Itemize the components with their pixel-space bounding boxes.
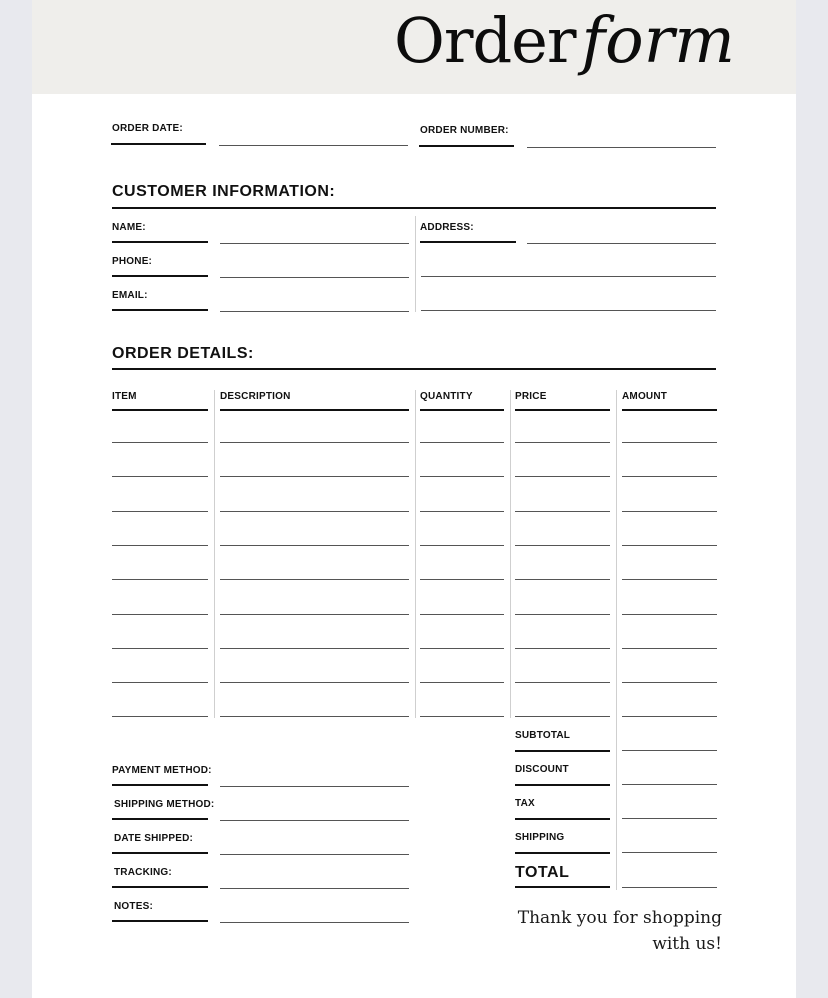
table-row-4-price-field[interactable]: [515, 545, 610, 546]
notes-field[interactable]: [220, 922, 409, 923]
shipping-method-label: SHIPPING METHOD:: [114, 799, 215, 810]
table-row-1-quantity-field[interactable]: [420, 442, 504, 443]
table-row-1-amount-field[interactable]: [622, 442, 717, 443]
table-row-6-description-field[interactable]: [220, 614, 409, 615]
title-script: form: [581, 4, 735, 78]
subtotal-field[interactable]: [622, 750, 717, 751]
quantity-header-rule: [420, 409, 504, 411]
table-row-8-item-field[interactable]: [112, 682, 208, 683]
address-label-underline: [420, 241, 516, 243]
order-form-page: [32, 0, 796, 998]
payment-method-label: PAYMENT METHOD:: [112, 765, 212, 776]
table-row-9-price-field[interactable]: [515, 716, 610, 717]
table-row-3-item-field[interactable]: [112, 511, 208, 512]
payment-method-underline: [112, 784, 208, 786]
tracking-field[interactable]: [220, 888, 409, 889]
order-number-label-underline: [419, 145, 514, 147]
table-row-8-price-field[interactable]: [515, 682, 610, 683]
address-field-line-1[interactable]: [527, 243, 716, 244]
tax-field[interactable]: [622, 818, 717, 819]
table-row-1-price-field[interactable]: [515, 442, 610, 443]
price-header-rule: [515, 409, 610, 411]
table-row-1-description-field[interactable]: [220, 442, 409, 443]
table-row-7-description-field[interactable]: [220, 648, 409, 649]
date-shipped-label: DATE SHIPPED:: [114, 833, 194, 844]
date-shipped-underline: [112, 852, 208, 854]
payment-method-field[interactable]: [220, 786, 409, 787]
table-row-3-quantity-field[interactable]: [420, 511, 504, 512]
discount-label: DISCOUNT: [515, 764, 569, 775]
table-row-6-quantity-field[interactable]: [420, 614, 504, 615]
table-row-2-amount-field[interactable]: [622, 476, 717, 477]
phone-label-underline: [112, 275, 208, 277]
table-row-5-amount-field[interactable]: [622, 579, 717, 580]
customer-info-heading: CUSTOMER INFORMATION:: [112, 183, 336, 200]
table-row-7-item-field[interactable]: [112, 648, 208, 649]
table-row-7-amount-field[interactable]: [622, 648, 717, 649]
discount-underline: [515, 784, 610, 786]
email-field[interactable]: [220, 311, 409, 312]
table-row-4-item-field[interactable]: [112, 545, 208, 546]
table-row-9-amount-field[interactable]: [622, 716, 717, 717]
column-header-quantity: QUANTITY: [420, 391, 473, 402]
table-row-3-description-field[interactable]: [220, 511, 409, 512]
tracking-underline: [112, 886, 208, 888]
table-divider-1: [214, 390, 215, 718]
table-row-6-amount-field[interactable]: [622, 614, 717, 615]
table-row-6-price-field[interactable]: [515, 614, 610, 615]
email-label-underline: [112, 309, 208, 311]
column-header-amount: AMOUNT: [622, 391, 668, 402]
page-title: [394, 4, 735, 78]
order-details-heading-rule: [112, 368, 716, 370]
table-row-3-price-field[interactable]: [515, 511, 610, 512]
email-label: EMAIL:: [112, 290, 148, 301]
address-field-line-3[interactable]: [421, 310, 716, 311]
table-row-5-item-field[interactable]: [112, 579, 208, 580]
table-row-7-quantity-field[interactable]: [420, 648, 504, 649]
total-underline: [515, 886, 610, 888]
table-row-9-item-field[interactable]: [112, 716, 208, 717]
table-row-4-description-field[interactable]: [220, 545, 409, 546]
shipping-underline: [515, 852, 610, 854]
order-date-field[interactable]: [219, 145, 408, 146]
thank-you-message: Thank you for shopping with us!: [517, 908, 722, 954]
table-divider-3: [510, 390, 511, 718]
shipping-label: SHIPPING: [515, 832, 565, 843]
table-row-9-description-field[interactable]: [220, 716, 409, 717]
name-field[interactable]: [220, 243, 409, 244]
table-row-5-description-field[interactable]: [220, 579, 409, 580]
table-row-8-amount-field[interactable]: [622, 682, 717, 683]
order-number-label: ORDER NUMBER:: [420, 125, 509, 136]
table-row-3-amount-field[interactable]: [622, 511, 717, 512]
phone-label: PHONE:: [112, 256, 153, 267]
order-details-heading: ORDER DETAILS:: [112, 345, 254, 362]
title-main: Order: [394, 4, 576, 77]
tax-label: TAX: [515, 798, 535, 809]
table-row-1-item-field[interactable]: [112, 442, 208, 443]
notes-underline: [112, 920, 208, 922]
description-header-rule: [220, 409, 409, 411]
table-divider-4: [616, 390, 617, 890]
phone-field[interactable]: [220, 277, 409, 278]
name-label-underline: [112, 241, 208, 243]
date-shipped-field[interactable]: [220, 854, 409, 855]
customer-divider: [415, 216, 416, 312]
subtotal-label: SUBTOTAL: [515, 730, 571, 741]
subtotal-underline: [515, 750, 610, 752]
table-row-7-price-field[interactable]: [515, 648, 610, 649]
discount-field[interactable]: [622, 784, 717, 785]
tracking-label: TRACKING:: [114, 867, 172, 878]
table-row-4-quantity-field[interactable]: [420, 545, 504, 546]
table-row-9-quantity-field[interactable]: [420, 716, 504, 717]
address-field-line-2[interactable]: [421, 276, 716, 277]
table-row-2-description-field[interactable]: [220, 476, 409, 477]
notes-label: NOTES:: [114, 901, 153, 912]
address-label: ADDRESS:: [420, 222, 474, 233]
column-header-item: ITEM: [112, 391, 137, 402]
table-row-5-price-field[interactable]: [515, 579, 610, 580]
order-date-label-underline: [111, 143, 206, 145]
customer-heading-rule: [112, 207, 716, 209]
table-row-5-quantity-field[interactable]: [420, 579, 504, 580]
total-label: TOTAL: [515, 864, 570, 881]
table-row-2-price-field[interactable]: [515, 476, 610, 477]
shipping-method-field[interactable]: [220, 820, 409, 821]
table-row-8-quantity-field[interactable]: [420, 682, 504, 683]
table-row-6-item-field[interactable]: [112, 614, 208, 615]
table-row-2-quantity-field[interactable]: [420, 476, 504, 477]
shipping-field[interactable]: [622, 852, 717, 853]
tax-underline: [515, 818, 610, 820]
shipping-method-underline: [112, 818, 208, 820]
name-label: NAME:: [112, 222, 146, 233]
table-row-8-description-field[interactable]: [220, 682, 409, 683]
column-header-price: PRICE: [515, 391, 547, 402]
column-header-description: DESCRIPTION: [220, 391, 291, 402]
total-field[interactable]: [622, 887, 717, 888]
order-number-field[interactable]: [527, 147, 716, 148]
item-header-rule: [112, 409, 208, 411]
table-row-2-item-field[interactable]: [112, 476, 208, 477]
table-row-4-amount-field[interactable]: [622, 545, 717, 546]
order-date-label: ORDER DATE:: [112, 123, 183, 134]
amount-header-rule: [622, 409, 717, 411]
table-divider-2: [415, 390, 416, 718]
header-banner: [32, 0, 796, 94]
